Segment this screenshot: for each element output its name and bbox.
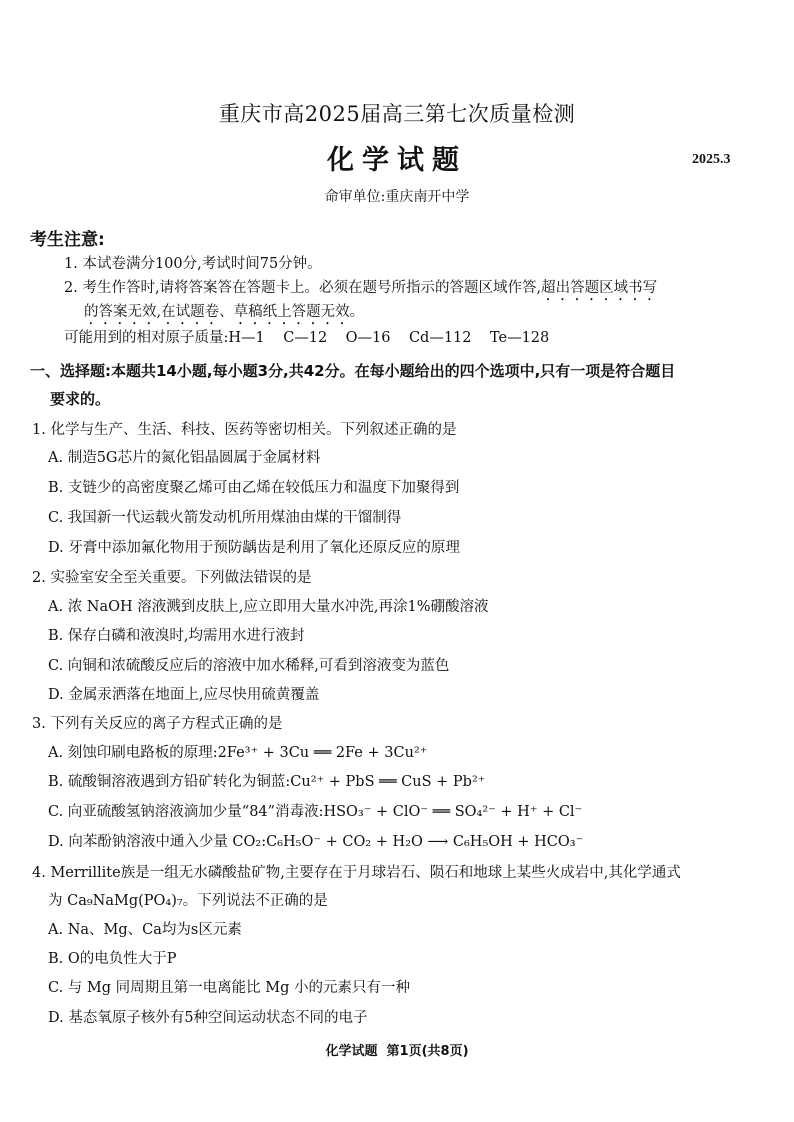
notice-item-2-text: 2. 考生作答时,请将答案答在答题卡上。必须在题号所指示的答题区域作答, xyxy=(64,280,542,296)
q2-option-d: D. 金属汞洒落在地面上,应尽快用硫黄覆盖 xyxy=(48,687,320,703)
q1-option-a: A. 制造5G芯片的氮化铝晶圆属于金属材料 xyxy=(48,450,321,466)
q4-stem-line1: 4. Merrillite族是一组无水磷酸盐矿物,主要存在于月球岩石、陨石和地球上某些火成岩中,其化学通式 xyxy=(32,865,681,881)
q2-option-c: C. 向铜和浓硫酸反应后的溶液中加水稀释,可看到溶液变为蓝色 xyxy=(48,658,450,674)
q2-option-a: A. 浓 NaOH 溶液溅到皮肤上,应立即用大量水冲洗,再涂1%硼酸溶液 xyxy=(48,599,489,615)
notice-item-1: 1. 本试卷满分100分,考试时间75分钟。 xyxy=(64,256,322,272)
q3-option-d: D. 向苯酚钠溶液中通入少量 CO₂:C₆H₅O⁻ + CO₂ + H₂O ⟶ C₆H₅OH + HCO₃⁻ xyxy=(48,834,584,850)
notice-period: 。 xyxy=(349,304,365,320)
subject-title: 化学试题 xyxy=(327,145,467,176)
notice-comma: , xyxy=(156,304,162,320)
q2-option-b: B. 保存白磷和液溴时,均需用水进行液封 xyxy=(48,628,305,644)
notice-heading: 考生注意: xyxy=(30,230,105,250)
q1-option-b: B. 支链少的高密度聚乙烯可由乙烯在较低压力和温度下加聚得到 xyxy=(48,480,460,496)
page-footer: 化学试题 第1页(共8页) xyxy=(325,1044,469,1059)
q3-option-b: B. 硫酸铜溶液遇到方铅矿转化为铜蓝:Cu²⁺ + PbS ══ CuS + Pb²⁺ xyxy=(48,774,486,790)
notice-emphasis-2: 的答案无效 xyxy=(84,304,157,320)
section-heading-line2: 要求的。 xyxy=(50,390,111,408)
q4-option-c: C. 与 Mg 同周期且第一电离能比 Mg 小的元素只有一种 xyxy=(48,980,410,996)
q4-option-a: A. Na、Mg、Ca均为s区元素 xyxy=(48,922,242,938)
q3-option-a: A. 刻蚀印刷电路板的原理:2Fe³⁺ + 3Cu ══ 2Fe + 3Cu²⁺ xyxy=(48,745,428,761)
q1-option-d: D. 牙膏中添加氟化物用于预防龋齿是利用了氧化还原反应的原理 xyxy=(48,540,460,556)
notice-emphasis-3: 在试题卷、草稿纸上答题无效 xyxy=(161,304,350,320)
q4-option-b: B. O的电负性大于P xyxy=(48,951,177,967)
q3-option-c: C. 向亚硫酸氢钠溶液滴加少量“84”消毒液:HSO₃⁻ + ClO⁻ ══ SO₄²⁻ + H⁺ + Cl⁻ xyxy=(48,804,583,820)
setter-unit: 命审单位:重庆南开中学 xyxy=(324,189,470,205)
exam-date: 2025.3 xyxy=(692,152,731,167)
q3-stem: 3. 下列有关反应的离子方程式正确的是 xyxy=(32,716,283,732)
notice-item-2-line2 xyxy=(84,300,364,328)
notice-emphasis-1: 超出答题区域书写 xyxy=(541,280,658,296)
q1-stem: 1. 化学与生产、生活、科技、医药等密切相关。下列叙述正确的是 xyxy=(32,422,457,438)
q4-option-d: D. 基态氧原子核外有5种空间运动状态不同的电子 xyxy=(48,1010,368,1026)
section-heading-line1: 一、选择题:本题共14小题,每小题3分,共42分。在每小题给出的四个选项中,只有一项是符合题目 xyxy=(30,362,676,380)
q4-stem-line2: 为 Ca₉NaMg(PO₄)₇。下列说法不正确的是 xyxy=(48,893,328,909)
q1-option-c: C. 我国新一代运载火箭发动机所用煤油由煤的干馏制得 xyxy=(48,510,402,526)
atomic-masses: 可能用到的相对原子质量:H—1 C—12 O—16 Cd—112 Te—128 xyxy=(64,330,550,346)
q2-stem: 2. 实验室安全至关重要。下列做法错误的是 xyxy=(32,570,312,586)
exam-series-title: 重庆市高2025届高三第七次质量检测 xyxy=(218,102,576,126)
